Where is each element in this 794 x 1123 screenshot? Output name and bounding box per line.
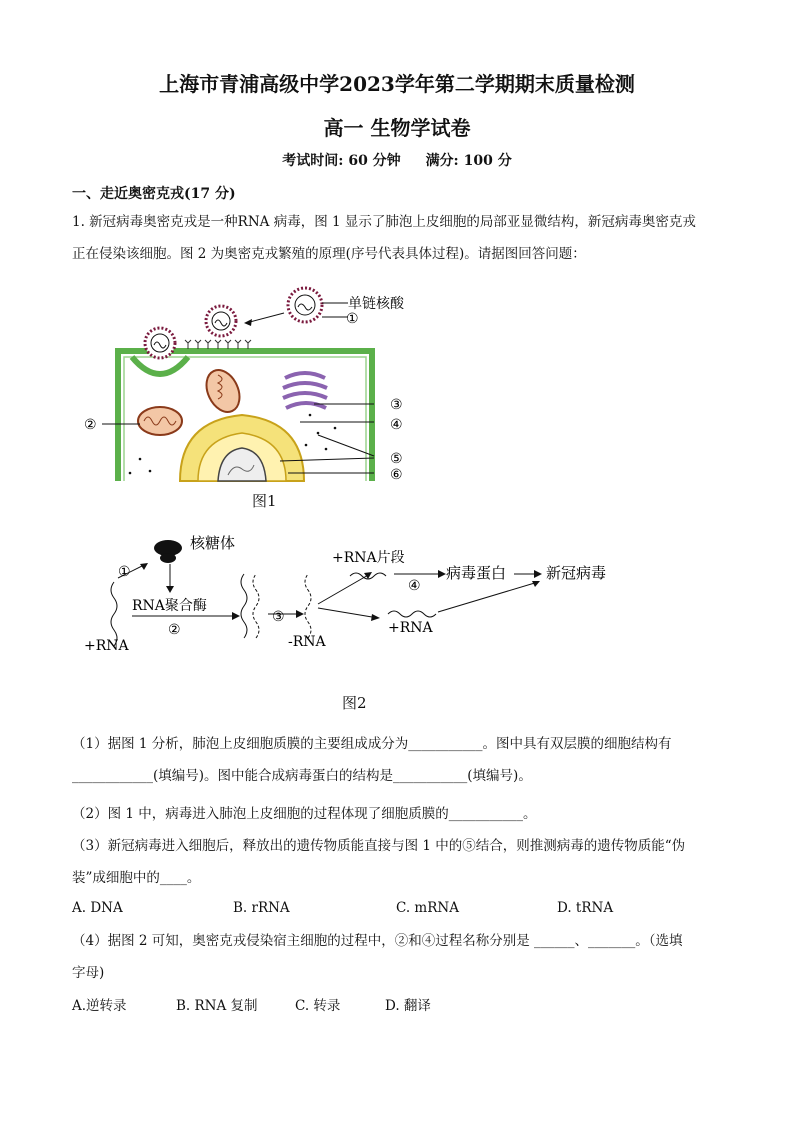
sub-question-2: （2）图 1 中，病毒进入肺泡上皮细胞的过程体现了细胞质膜的___________。 — [72, 806, 537, 822]
label-3: ③ — [390, 397, 403, 413]
sub4-option-a: A.逆转录 — [72, 998, 127, 1014]
figure-2-caption: 图2 — [342, 694, 367, 712]
golgi-apparatus — [283, 373, 327, 408]
sub1-line-1: （1）据图 1 分析，肺泡上皮细胞质膜的主要组成成分为___________。图中具有双层膜的细胞结构有 — [72, 736, 672, 752]
sub-question-3 — [72, 830, 732, 894]
label-process-3: ③ — [272, 609, 285, 625]
sub4-option-b: B. RNA 复制 — [176, 998, 258, 1014]
intro-line-1: 1. 新冠病毒奥密克戎是一种RNA 病毒，图 1 显示了肺泡上皮细胞的局部亚显微结构，新冠病毒奥密克戎 — [72, 214, 696, 230]
label-new-virus: 新冠病毒 — [546, 564, 607, 582]
label-minus-rna: -RNA — [288, 634, 326, 650]
membrane-receptors — [185, 340, 251, 349]
label-process-2: ② — [168, 622, 181, 638]
label-plus-rna-fragment: +RNA片段 — [332, 550, 405, 566]
sub3-line-2: 装”成细胞中的____。 — [72, 870, 201, 886]
plus-rna-strand — [111, 582, 117, 646]
virus-particle — [206, 306, 236, 336]
label-process-1: ① — [118, 564, 131, 580]
figure-2-flow-diagram — [82, 528, 642, 658]
label-rna-polymerase: RNA聚合酶 — [132, 598, 207, 614]
label-6: ⑥ — [390, 467, 403, 483]
sub3-line-1: （3）新冠病毒进入细胞后，释放出的遗传物质能直接与图 1 中的⑤结合，则推测病毒的遗传物质能“伪 — [72, 838, 686, 854]
mitochondrion — [200, 365, 246, 418]
ribosome-icon — [154, 540, 182, 563]
sub-question-4 — [72, 925, 732, 989]
label-plus-rna-input: +RNA — [84, 638, 129, 654]
label-ribosome: 核糖体 — [190, 534, 236, 552]
figure-1-caption: 图1 — [252, 492, 277, 510]
sub3-option-d: D. tRNA — [557, 900, 614, 916]
section-heading: 一、走近奥密克戎(17 分) — [72, 186, 236, 202]
mitochondrion — [138, 407, 182, 435]
nucleus-and-er — [180, 415, 304, 481]
sub4-option-c: C. 转录 — [295, 998, 341, 1014]
exam-meta — [0, 150, 794, 170]
sub3-option-b: B. rRNA — [233, 900, 290, 916]
virus-particle — [288, 288, 322, 322]
exam-title: 上海市青浦高级中学2023学年第二学期期末质量检测 — [159, 72, 635, 96]
exam-time: 考试时间: 60 分钟 — [282, 153, 401, 169]
label-1: ① — [346, 311, 359, 327]
label-5: ⑤ — [390, 451, 403, 467]
exam-subtitle: 高一 生物学试卷 — [323, 116, 471, 140]
label-4: ④ — [390, 417, 403, 433]
figure-1-cell-diagram — [80, 283, 420, 483]
sub-question-1 — [72, 728, 732, 792]
label-process-4: ④ — [408, 578, 421, 594]
intro-line-2: 正在侵染该细胞。图 2 为奥密克戎繁殖的原理(序号代表具体过程)。请据图回答问题： — [72, 246, 586, 262]
question-intro — [72, 206, 732, 270]
minus-rna-strand — [305, 574, 311, 638]
sub4-line-2: 字母) — [72, 965, 105, 981]
label-2: ② — [84, 417, 97, 433]
sub3-option-a: A. DNA — [72, 900, 123, 916]
sub1-line-2: ____________(填编号)。图中能合成病毒蛋白的结构是___________(填编号)。 — [72, 768, 532, 784]
virus-particle — [145, 328, 175, 358]
label-plus-rna-output: +RNA — [388, 620, 433, 636]
sub4-option-d: D. 翻译 — [385, 998, 431, 1014]
full-score: 满分: 100 分 — [425, 153, 512, 169]
label-viral-protein: 病毒蛋白 — [446, 564, 507, 582]
sub4-line-1: （4）据图 2 可知，奥密克戎侵染宿主细胞的过程中，②和④过程名称分别是 ______、_______。（选填 — [72, 933, 683, 949]
label-single-strand-nucleic-acid: 单链核酸 — [348, 296, 404, 312]
sub3-option-c: C. mRNA — [396, 900, 459, 916]
